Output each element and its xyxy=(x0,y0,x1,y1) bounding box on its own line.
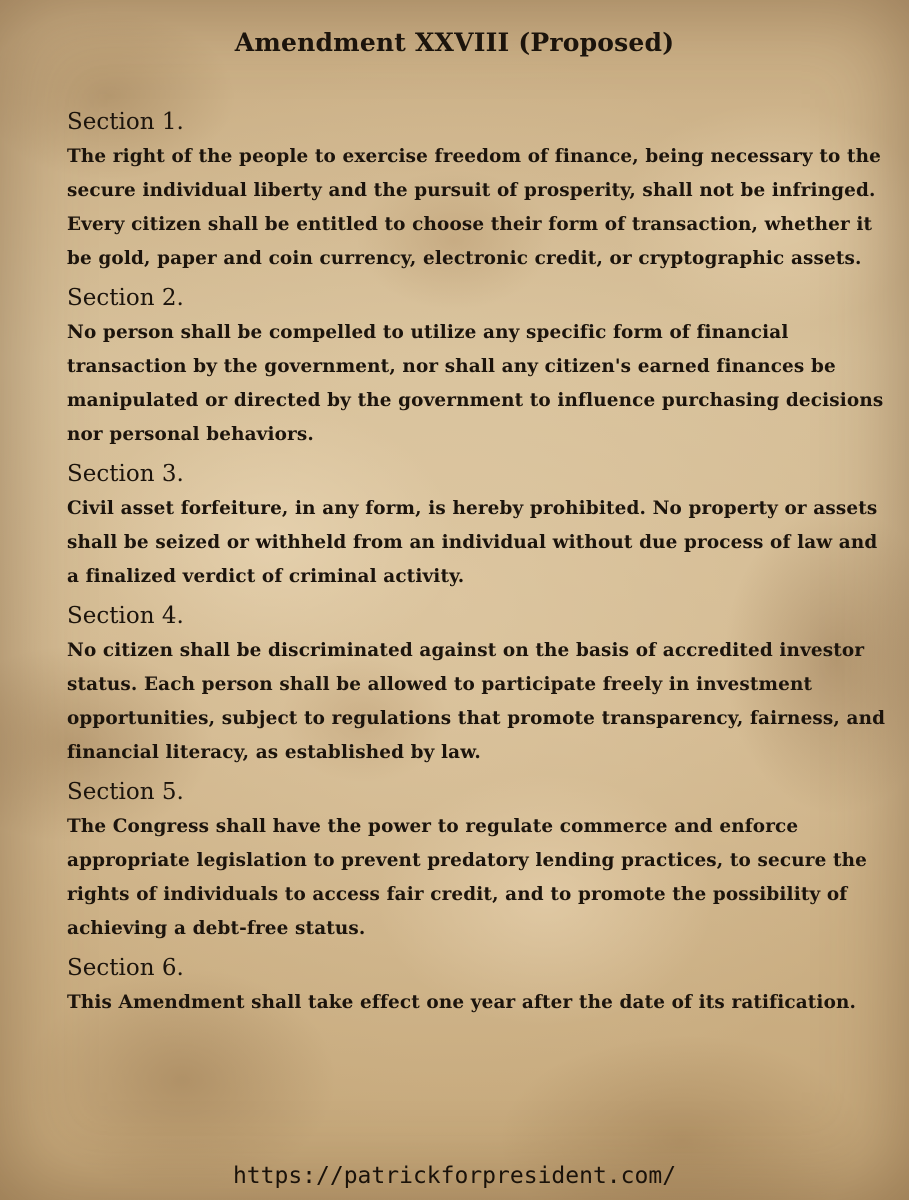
section-heading: Section 6. xyxy=(67,955,184,981)
section-2 xyxy=(67,282,887,452)
section-6 xyxy=(67,952,887,1020)
page-title: Amendment XXVIII (Proposed) xyxy=(234,28,675,57)
section-3 xyxy=(67,458,887,594)
section-text: The Congress shall have the power to regulate commerce and enforce appropriate legislation to prevent predatory lending practices, to secure the rights of individuals to access fair credit, and to promote the possibility of achieving a debt-free status. xyxy=(67,816,868,939)
section-text: Civil asset forfeiture, in any form, is hereby prohibited. No property or assets shall be seized or withheld from an individual without due process of law and a finalized verdict of criminal activity. xyxy=(67,498,878,587)
section-heading: Section 4. xyxy=(67,603,184,629)
section-heading: Section 1. xyxy=(67,109,184,135)
amendment-body xyxy=(67,106,887,1026)
section-heading: Section 2. xyxy=(67,285,184,311)
section-text: The right of the people to exercise freedom of finance, being necessary to the secure individual liberty and the pursuit of prosperity, shall not be infringed. Every citizen shall be entitled to choose their form of transaction, whether it be gold, paper and coin currency, electronic credit, or cryptographic assets. xyxy=(67,146,881,269)
website-url: https://patrickforpresident.com/ xyxy=(232,1163,677,1189)
section-heading: Section 5. xyxy=(67,779,184,805)
section-text: No person shall be compelled to utilize any specific form of financial transaction by the government, nor shall any citizen's earned finances be manipulated or directed by the government to influence purchasing decisions nor personal behaviors. xyxy=(67,322,884,445)
section-text: This Amendment shall take effect one year after the date of its ratification. xyxy=(67,992,857,1013)
section-1 xyxy=(67,106,887,276)
section-heading: Section 3. xyxy=(67,461,184,487)
section-5 xyxy=(67,776,887,946)
section-text: No citizen shall be discriminated against on the basis of accredited investor status. Each person shall be allowed to participate freely in investment opportunities, subject to regulations that promote transparency, fairness, and financial literacy, as established by law. xyxy=(67,640,886,763)
section-4 xyxy=(67,600,887,770)
